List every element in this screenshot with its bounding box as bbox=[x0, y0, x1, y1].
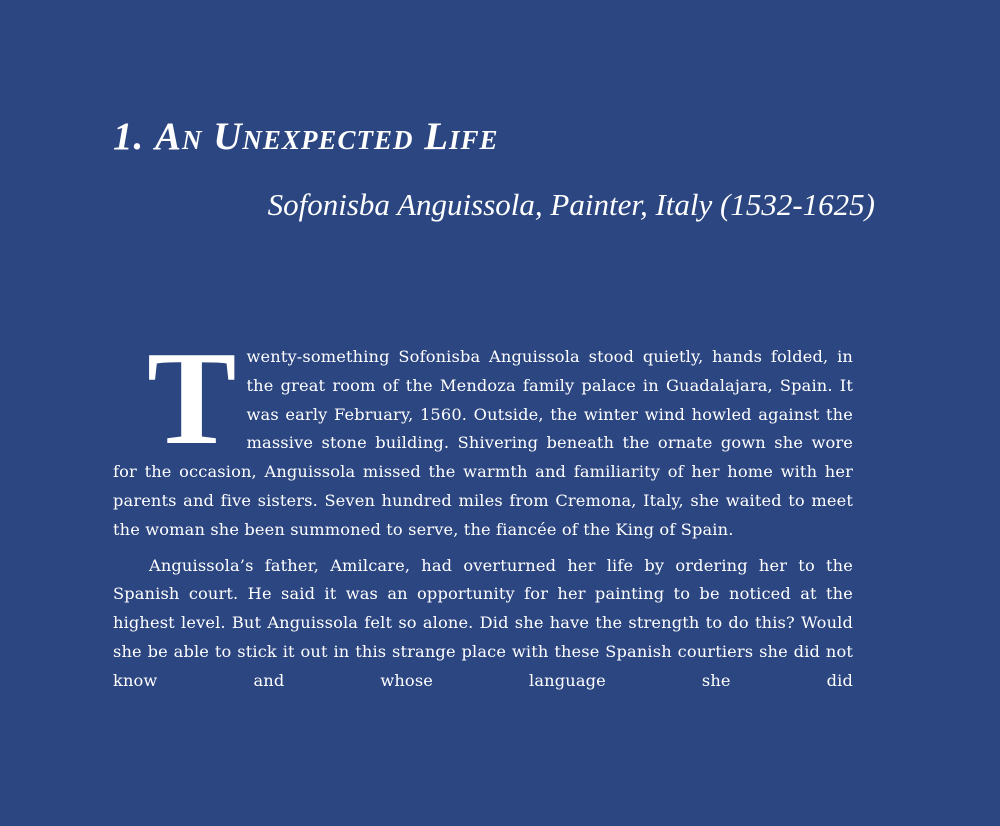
paragraph-1-text: wenty-something Sofonisba Anguissola stood quietly, hands folded, in the great room of the Mendoza family palace in Guadalajara, Spain. It was early February, 1560. Outside, the winter wind howled against the massive stone building. Shivering beneath the ornate gown she wore for the occasion, Anguissola missed the warmth and familiarity of her home with her parents and five sisters. Seven hundred miles from Cremona, Italy, she waited to meet the woman she been summoned to serve, the fiancée of the King of Spain. bbox=[113, 347, 853, 539]
body-text bbox=[113, 324, 853, 696]
drop-cap: T bbox=[147, 324, 237, 472]
chapter-subtitle: Sofonisba Anguissola, Painter, Italy (1532-1625) bbox=[267, 187, 875, 222]
chapter-title: An Unexpected Life bbox=[155, 115, 499, 158]
paragraph-1 bbox=[113, 324, 853, 545]
chapter-number: 1. bbox=[113, 115, 145, 158]
chapter-heading bbox=[113, 112, 499, 162]
paragraph-2: Anguissola’s father, Amilcare, had overturned her life by ordering her to the Spanish court. He said it was an opportunity for her painting to be noticed at the highest level. But Anguissola felt so alone. Did she have the strength to do this? Would she be able to stick it out in this strange place with these Spanish courtiers she did not know and whose language she did bbox=[113, 555, 853, 690]
